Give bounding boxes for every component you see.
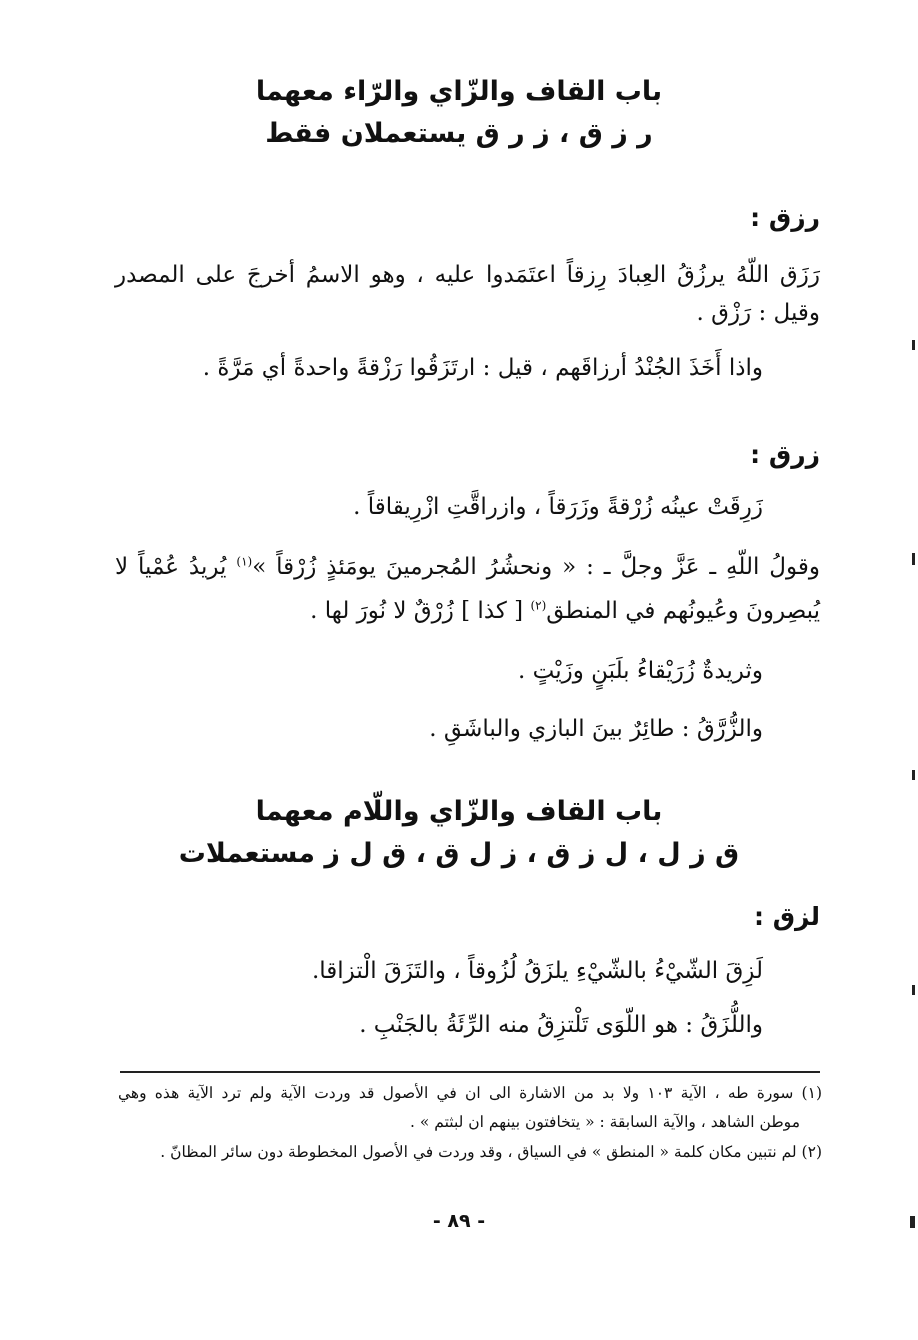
section-title-2: باب القاف والزّاي واللّام معهما: [255, 796, 663, 827]
scan-speck: [910, 1216, 915, 1228]
section-title: باب القاف والزّاي والرّاء معهما: [255, 76, 663, 107]
scan-speck: [912, 985, 915, 995]
footnote-1-line-2: موطن الشاهد ، والآية السابقة : « يتخافتون بينهم ان لبثتم » .: [410, 1113, 800, 1131]
footnote-1-line-1: (١) سورة طه ، الآية ١٠٣ ولا بد من الاشارة الى ان في الأصول قد وردت الآية ولم ترد الآية هذه وهي: [118, 1084, 822, 1102]
entry-zrq-line-3-start: يُبصِرونَ وعُيونُهم في المنطق: [546, 598, 820, 624]
entry-zrq-line-3: [310, 598, 820, 626]
scan-speck: [912, 340, 915, 350]
entry-zrq-line-2: [115, 554, 820, 582]
scan-speck: [912, 770, 915, 780]
entry-rzq-line-3: واذا أَخَذَ الجُنْدُ أرزاقَهم ، قيل : ارتَزَقُوا رَزْقةً واحدةً أي مَرَّةً .: [202, 355, 763, 381]
footnote-2: (٢) لم نتبين مكان كلمة « المنطق » في السياق ، وقد وردت في الأصول المخطوطة دون سائر المظانّ .: [160, 1143, 822, 1161]
entry-root-lzq: لزق :: [754, 902, 820, 931]
footnote-separator: [120, 1071, 820, 1073]
page-number: - ٨٩ -: [432, 1210, 486, 1232]
entry-zrq-line-3-end: [ كذا ] زُرْقٌ لا نُورَ لها .: [310, 598, 524, 624]
quran-quote: وقولُ اللّهِ ـ عَزَّ وجلَّ ـ : « ونحشُرُ المُجرمينَ يومَئذٍ زُرْقاً »: [252, 554, 820, 580]
section-subtitle-2: ق ز ل ، ل ز ق ، ز ل ق ، ق ل ز مستعملات: [178, 838, 740, 869]
entry-zrq-line-5: والزُّرَّقُ : طائِرٌ بينَ البازي والباشَقِ .: [429, 716, 763, 742]
scan-speck: [912, 553, 915, 565]
entry-lzq-line-2: واللُّزَقُ : هو اللّوَى تَلْتزِقُ منه الرِّئَةُ بالجَنْبِ .: [359, 1012, 763, 1038]
section-subtitle: ر ز ق ، ز ر ق يستعملان فقط: [265, 118, 653, 149]
entry-zrq-line-2-end: يُريدُ عُمْياً لا: [115, 554, 227, 580]
footnote-ref-2: (٢): [530, 598, 547, 613]
entry-rzq-line-2: وقيل : رَزْق .: [696, 300, 820, 326]
footnote-ref-1: (١): [236, 554, 253, 569]
entry-lzq-line-1: لَزِقَ الشّيْءُ بالشّيْءِ يلزَقُ لُزُوقاً ، والتَزَقَ الْتزاقا.: [311, 958, 763, 984]
entry-root-zrq: زرق :: [750, 440, 820, 469]
entry-rzq-line-1: رَزَق اللّهُ يرزُقُ العِبادَ رِزقاً اعتَمَدوا عليه ، وهو الاسمُ أخرجَ على المصدر: [115, 262, 820, 288]
entry-root-rzq: رزق :: [750, 203, 820, 232]
entry-zrq-line-1: زَرِقَتْ عينُه زُرْقةً وزَرَقاً ، وازراقَّتِ ازْرِيقاقاً .: [353, 494, 763, 520]
entry-zrq-line-4: وثريدةٌ زُرَيْقاءُ بلَبَنٍ وزَيْتٍ .: [517, 658, 763, 684]
